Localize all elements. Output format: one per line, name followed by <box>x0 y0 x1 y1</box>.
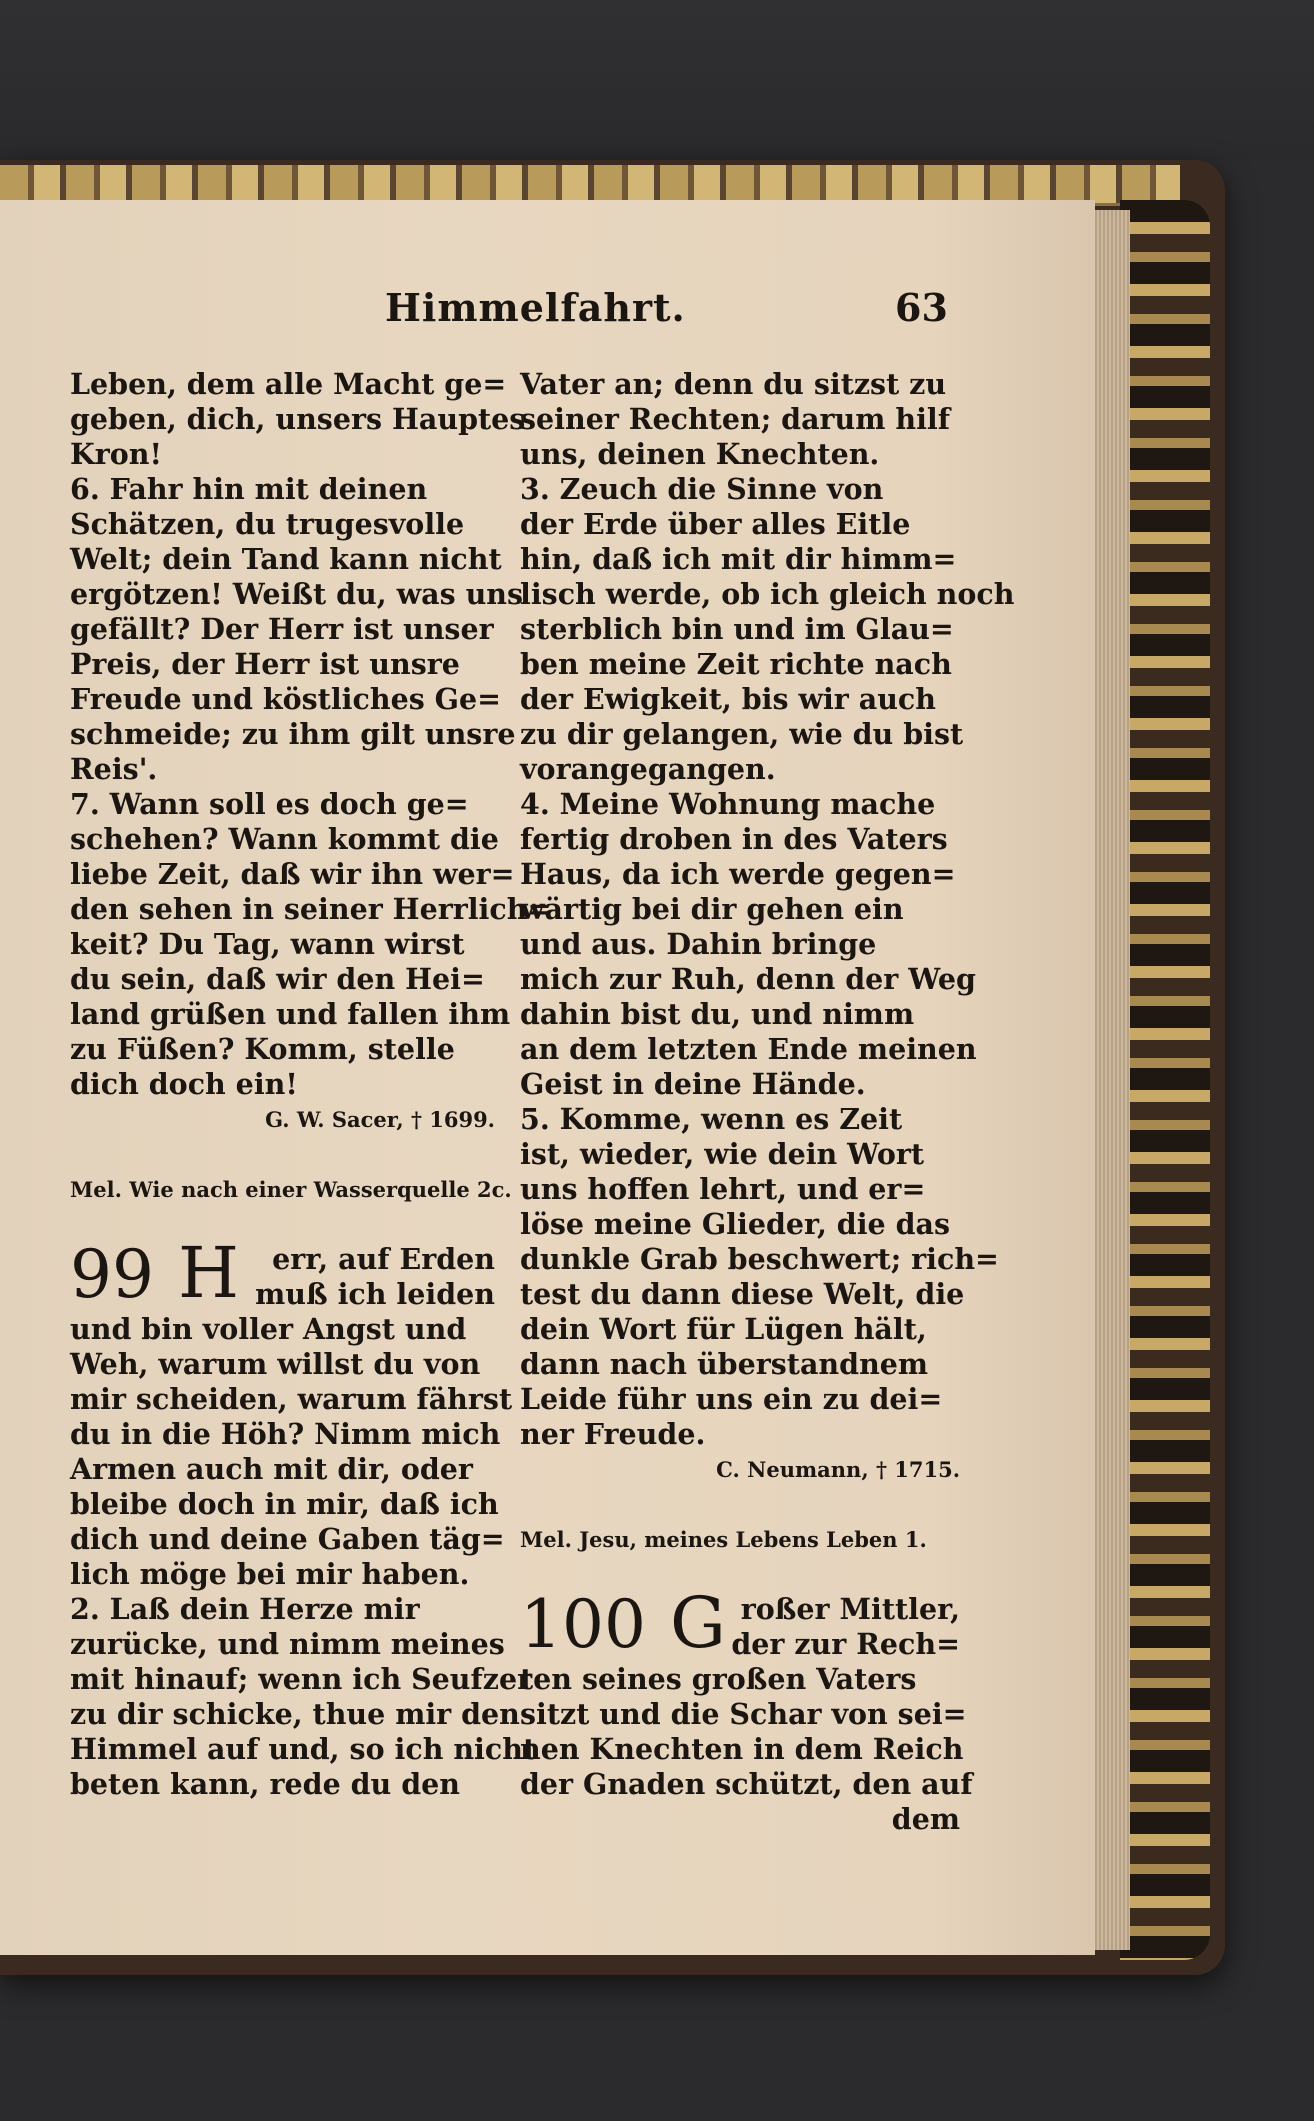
text-line: dich und deine Gaben täg= <box>70 1522 505 1556</box>
text-line: dunkle Grab beschwert; rich= <box>520 1242 999 1276</box>
text-line: zu dir schicke, thue mir den <box>70 1697 520 1731</box>
text-line: dein Wort für Lügen hält, <box>520 1312 927 1346</box>
text-line: uns, deinen Knechten. <box>520 437 880 471</box>
text-line: Weh, warum willst du von <box>70 1347 481 1381</box>
text-line: Geist in deine Hände. <box>520 1067 866 1101</box>
running-head: Himmelfahrt. <box>385 285 686 330</box>
text-line: bleibe doch in mir, daß ich <box>70 1487 499 1521</box>
text-line: Leben, dem alle Macht ge= <box>70 367 507 401</box>
text-line: dich doch ein! <box>70 1067 298 1101</box>
text-line: löse meine Glieder, die das <box>520 1207 951 1241</box>
text-line: lisch werde, ob ich gleich noch <box>520 577 1015 611</box>
text-line: 3. Zeuch die Sinne von <box>520 472 884 506</box>
text-line: zurücke, und nimm meines <box>70 1627 505 1661</box>
text-line: geben, dich, unsers Hauptes <box>70 402 526 436</box>
melody-line: Mel. Wie nach einer Wasserquelle 2c. <box>70 1177 512 1202</box>
text-line: Freude und köstliches Ge= <box>70 682 502 716</box>
right-column <box>520 367 1015 1837</box>
text-line: an dem letzten Ende meinen <box>520 1032 977 1066</box>
hymn-second-line: muß ich leiden <box>255 1277 495 1311</box>
text-line: der Gnaden schützt, den auf <box>520 1767 973 1801</box>
text-line: ten seines großen Vaters <box>520 1662 917 1696</box>
text-line: nen Knechten in dem Reich <box>520 1732 964 1766</box>
text-line: test du dann diese Welt, die <box>520 1277 965 1311</box>
text-line: der Ewigkeit, bis wir auch <box>520 682 937 716</box>
drop-initial: H <box>178 1232 240 1314</box>
text-line: 4. Meine Wohnung mache <box>520 787 936 821</box>
text-line: zu Füßen? Komm, stelle <box>70 1032 455 1066</box>
attribution: G. W. Sacer, † 1699. <box>265 1107 495 1132</box>
text-line: den sehen in seiner Herrlich= <box>70 892 552 926</box>
text-line: du in die Höh? Nimm mich <box>70 1417 501 1451</box>
text-line: dahin bist du, und nimm <box>520 997 915 1031</box>
text-line: und bin voller Angst und <box>70 1312 467 1346</box>
right-text-block <box>520 367 1015 1452</box>
text-line: liebe Zeit, daß wir ihn wer= <box>70 857 515 891</box>
text-line: uns hoffen lehrt, und er= <box>520 1172 926 1206</box>
text-line: sitzt und die Schar von sei= <box>520 1697 967 1731</box>
text-line: hin, daß ich mit dir himm= <box>520 542 957 576</box>
text-line: land grüßen und fallen ihm <box>70 997 511 1031</box>
text-line: Schätzen, du trugesvolle <box>70 507 465 541</box>
background <box>0 0 1314 160</box>
page-number: 63 <box>895 285 948 330</box>
text-line: Preis, der Herr ist unsre <box>70 647 460 681</box>
text-line: 5. Komme, wenn es Zeit <box>520 1102 903 1136</box>
text-line: Welt; dein Tand kann nicht <box>70 542 502 576</box>
text-line: lich möge bei mir haben. <box>70 1557 470 1591</box>
text-line: ben meine Zeit richte nach <box>520 647 952 681</box>
text-line: du sein, daß wir den Hei= <box>70 962 485 996</box>
text-line: schmeide; zu ihm gilt unsre <box>70 717 516 751</box>
text-line: Armen auch mit dir, oder <box>70 1452 473 1486</box>
ornamental-book-edge <box>1120 200 1210 1960</box>
melody-line: Mel. Jesu, meines Lebens Leben 1. <box>520 1527 927 1552</box>
hymn-first-line: err, auf Erden <box>272 1242 495 1276</box>
text-line: ist, wieder, wie dein Wort <box>520 1137 925 1171</box>
text-line: ergötzen! Weißt du, was uns <box>70 577 524 611</box>
hymn-number: 99 <box>70 1236 154 1313</box>
drop-initial: G <box>670 1582 726 1664</box>
text-line: Haus, da ich werde gegen= <box>520 857 956 891</box>
text-line: seiner Rechten; darum hilf <box>520 402 950 436</box>
hymn-start <box>520 1582 960 1664</box>
hymn-second-line: der zur Rech= <box>731 1627 960 1661</box>
catchword: dem <box>891 1802 960 1836</box>
hymn-text-block <box>520 1662 973 1802</box>
text-line: keit? Du Tag, wann wirst <box>70 927 465 961</box>
text-line: 7. Wann soll es doch ge= <box>70 787 469 821</box>
text-line: dann nach überstandnem <box>520 1347 929 1381</box>
text-line: der Erde über alles Eitle <box>520 507 911 541</box>
text-line: beten kann, rede du den <box>70 1767 460 1801</box>
text-line: sterblich bin und im Glau= <box>520 612 954 646</box>
text-line: fertig droben in des Vaters <box>520 822 948 856</box>
text-line: vorangegangen. <box>520 752 776 786</box>
text-line: Kron! <box>70 437 163 471</box>
text-line: schehen? Wann kommt die <box>70 822 499 856</box>
attribution: C. Neumann, † 1715. <box>716 1457 960 1482</box>
hymn-text-block <box>70 1312 537 1802</box>
text-line: mich zur Ruh, denn der Weg <box>520 962 976 996</box>
hymn-first-line: roßer Mittler, <box>740 1592 960 1626</box>
text-line: 2. Laß dein Herze mir <box>70 1592 420 1626</box>
left-text-block <box>70 367 552 1102</box>
text-line: zu dir gelangen, wie du bist <box>520 717 964 751</box>
text-line: und aus. Dahin bringe <box>520 927 877 961</box>
text-line: ner Freude. <box>520 1417 706 1451</box>
text-line: wärtig bei dir gehen ein <box>520 892 904 926</box>
book-page <box>0 200 1095 1955</box>
text-line: Leide führ uns ein zu dei= <box>520 1382 943 1416</box>
text-line: 6. Fahr hin mit deinen <box>70 472 428 506</box>
hymn-number: 100 <box>520 1586 646 1663</box>
hymn-start <box>70 1232 495 1314</box>
left-column <box>70 367 552 1802</box>
text-line: mit hinauf; wenn ich Seufzer <box>70 1662 533 1696</box>
text-line: Vater an; denn du sitzst zu <box>520 367 947 401</box>
text-line: Himmel auf und, so ich nicht <box>70 1732 537 1766</box>
text-line: gefällt? Der Herr ist unser <box>70 612 494 646</box>
text-line: mir scheiden, warum fährst <box>70 1382 513 1416</box>
text-line: Reis'. <box>70 752 158 786</box>
